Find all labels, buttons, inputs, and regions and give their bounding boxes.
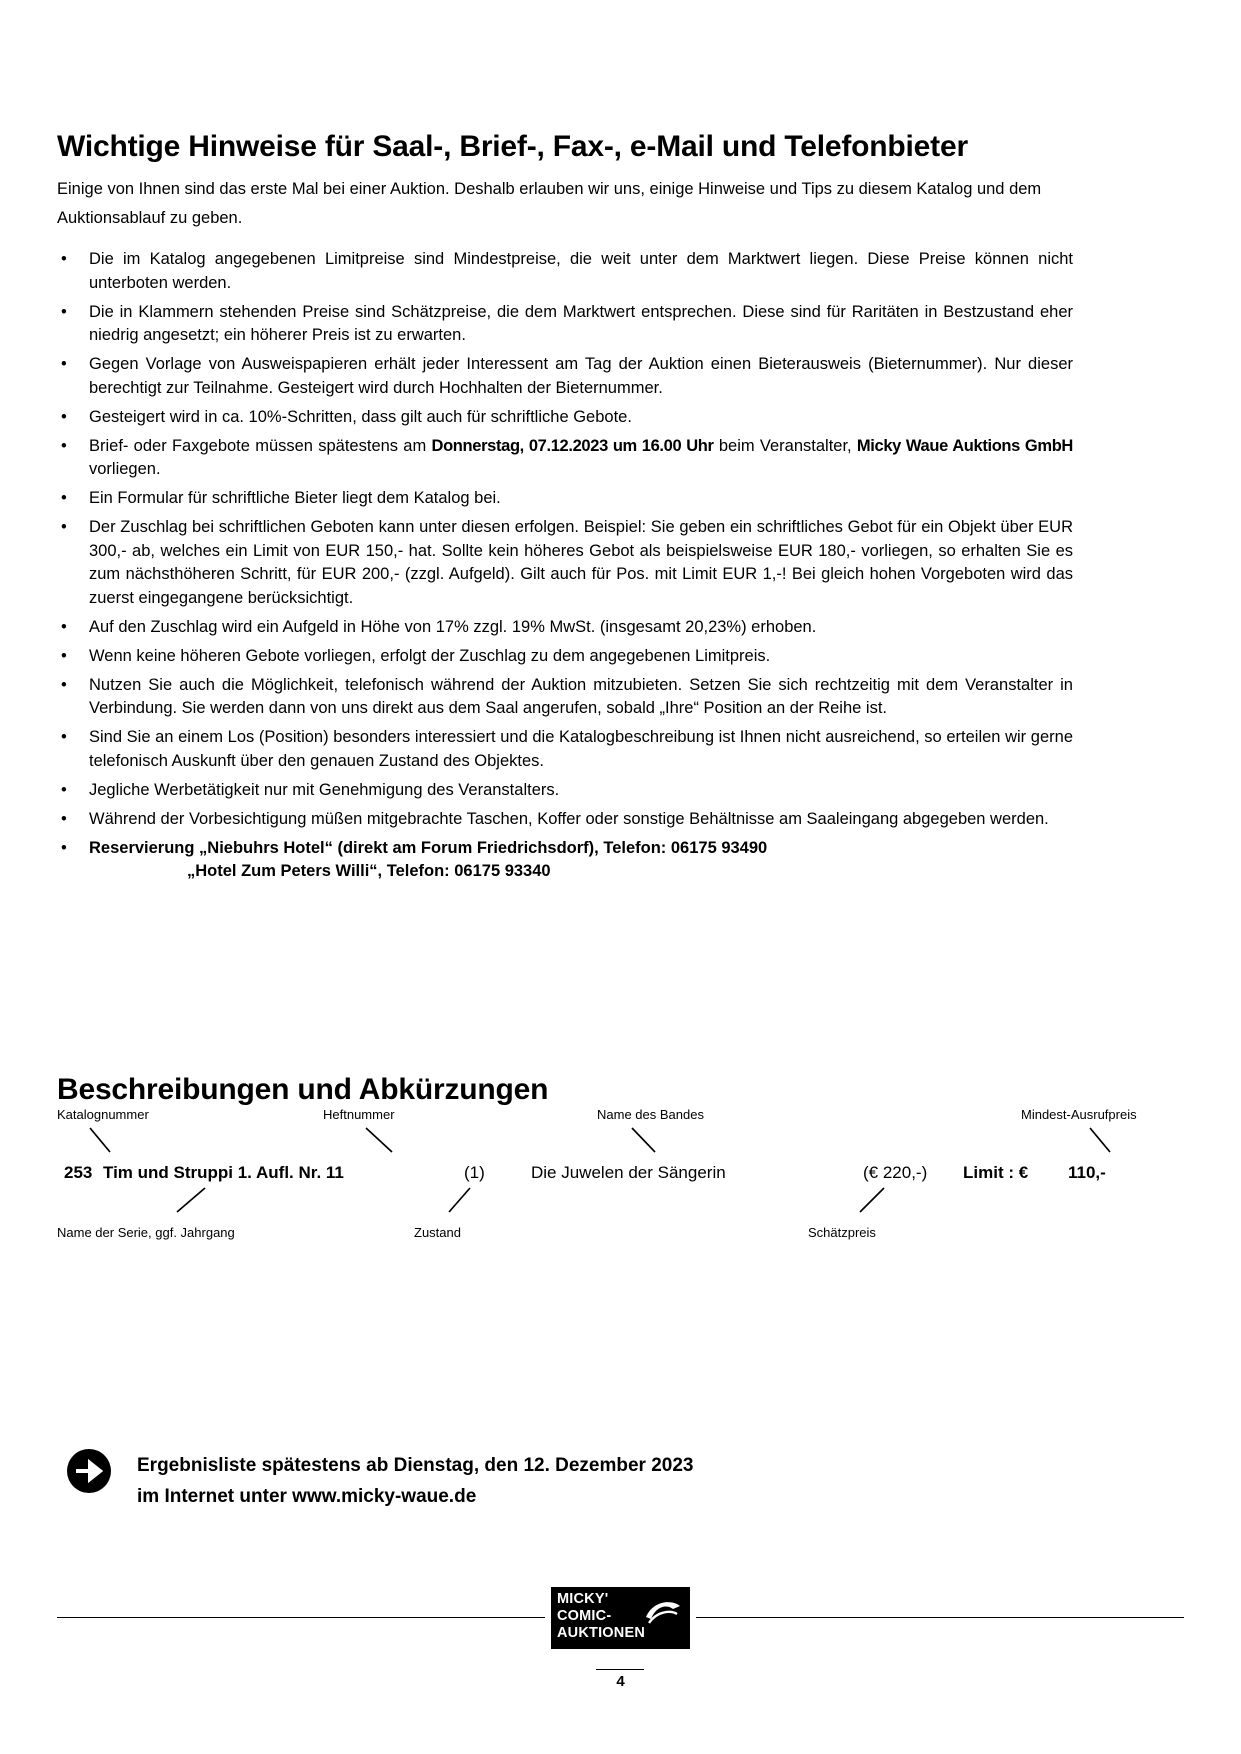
plain-text: Brief- oder Faxgebote müssen spätestens am	[89, 436, 432, 455]
comic-swoosh-icon	[643, 1597, 683, 1627]
descriptions-title: Beschreibungen und Abkürzungen	[57, 1073, 549, 1106]
label-zustand: Zustand	[414, 1225, 461, 1240]
emphasis-text: Micky Waue Auktions GmbH	[856, 436, 1074, 455]
notes-bullet-item	[57, 726, 1073, 773]
notes-bullet-text	[89, 837, 1073, 884]
notes-bullet-item	[57, 353, 1073, 400]
plain-text: beim Veranstalter,	[713, 436, 857, 455]
hotel-reservation-line1: Reservierung „Niebuhrs Hotel“ (direkt am Forum Friedrichsdorf), Telefon: 06175 93490	[89, 838, 768, 857]
notes-bullet-item	[57, 406, 1073, 430]
example-condition: (1)	[464, 1163, 485, 1182]
bullet-marker-icon: •	[61, 617, 67, 636]
notes-bullet-text: Die im Katalog angegebenen Limitpreise sind Mindestpreise, die weit unter dem Marktwert liegen. Diese Preise können nicht unterboten werden.	[89, 250, 1073, 292]
page-title: Wichtige Hinweise für Saal-, Brief-, Fax-, e-Mail und Telefonbieter	[57, 130, 968, 163]
example-limit-value: 110,-	[1068, 1163, 1106, 1182]
notes-bullet-item	[57, 616, 1073, 640]
hotel-reservation-line2: „Hotel Zum Peters Willi“, Telefon: 06175 93340	[187, 862, 551, 880]
notes-bullet-text: Nutzen Sie auch die Möglichkeit, telefonisch während der Auktion mitzubieten. Setzen Sie sich rechtzeitig mit dem Veranstalter in Verbindung. Sie werden dann von uns direkt aus dem Saal angerufen, sobald „Ihre“ Position an der Reihe ist.	[89, 675, 1073, 717]
page-number-rule	[596, 1669, 644, 1670]
result-notice-line2: im Internet unter www.micky-waue.de	[137, 1486, 477, 1507]
emphasis-text: Donnerstag, 07.12.2023 um 16.00 Uhr	[431, 436, 714, 455]
logo-line-3: AUKTIONEN	[557, 1625, 645, 1641]
notes-bullet-text: Jegliche Werbetätigkeit nur mit Genehmigung des Veranstalters.	[89, 780, 560, 799]
notes-bullet-text: Die in Klammern stehenden Preise sind Schätzpreise, die dem Marktwert entsprechen. Diese sind für Raritäten in Bestzustand eher niedrig angesetzt; ein höherer Preis ist zu erwarten.	[89, 302, 1073, 344]
page-number: 4	[616, 1673, 625, 1690]
bullet-marker-icon: •	[61, 302, 67, 321]
bullet-marker-icon: •	[61, 809, 67, 828]
example-series-title: Tim und Struppi 1. Aufl. Nr. 11	[103, 1163, 344, 1182]
example-estimate: (€ 220,-)	[863, 1163, 928, 1182]
notes-bullet-text: Gegen Vorlage von Ausweispapieren erhält jeder Interessent am Tag der Auktion einen Bieterausweis (Bieternummer). Nur dieser berechtigt zur Teilnahme. Gesteigert wird durch Hochhalten der Bieternummer.	[89, 355, 1073, 397]
plain-text: vorliegen.	[89, 460, 161, 478]
bullet-marker-icon: •	[61, 489, 67, 507]
result-notice	[137, 1450, 694, 1512]
notes-bullet-item	[57, 435, 1073, 482]
notes-bullet-text: Sind Sie an einem Los (Position) besonders interessiert und die Katalogbeschreibung ist Ihnen nicht ausreichend, so erteilen wir gerne telefonisch Auskunft über den genauen Zustand des Objektes.	[89, 728, 1073, 770]
bullet-marker-icon: •	[61, 728, 67, 746]
bullet-marker-icon: •	[61, 675, 67, 694]
label-katalognummer: Katalognummer	[57, 1107, 149, 1122]
result-notice-line1: Ergebnisliste spätestens ab Dienstag, den 12. Dezember 2023	[137, 1455, 694, 1476]
bullet-marker-icon: •	[61, 838, 67, 857]
notes-bullet-item	[57, 248, 1073, 295]
intro-paragraph: Einige von Ihnen sind das erste Mal bei einer Auktion. Deshalb erlauben wir uns, einige Hinweise und Tips zu diesem Katalog und dem Auktionsablauf zu geben.	[57, 180, 1042, 227]
footer-rule-right	[696, 1617, 1184, 1618]
label-schaetzpreis: Schätzpreis	[808, 1225, 876, 1240]
bullet-marker-icon: •	[61, 355, 67, 373]
notes-bullet-item	[57, 808, 1073, 832]
label-heftnummer: Heftnummer	[323, 1107, 395, 1122]
notes-bullet-text: Während der Vorbesichtigung müßen mitgebrachte Taschen, Koffer oder sonstige Behältnisse am Saaleingang abgegeben werden.	[89, 809, 1049, 828]
label-name-des-bandes: Name des Bandes	[597, 1107, 704, 1122]
bullet-marker-icon: •	[61, 250, 67, 268]
bullet-marker-icon: •	[61, 780, 67, 799]
label-name-der-serie: Name der Serie, ggf. Jahrgang	[57, 1225, 235, 1240]
notes-bullet-text: Wenn keine höheren Gebote vorliegen, erfolgt der Zuschlag zu dem angegebenen Limitpreis.	[89, 646, 771, 665]
logo-line-1: MICKY'	[557, 1591, 609, 1607]
notes-bullet-item	[57, 301, 1073, 348]
notes-bullet-item	[57, 487, 1073, 511]
notes-bullet-list	[57, 248, 1073, 889]
example-volume-name: Die Juwelen der Sängerin	[531, 1163, 726, 1182]
notes-bullet-text: Der Zuschlag bei schriftlichen Geboten kann unter diesen erfolgen. Beispiel: Sie geben ein schriftliches Gebot für ein Objekt über EUR 300,- ab, welches ein Limit von EUR 150,- hat. Sollte kein höheres Gebot als beispielsweise EUR 180,- vorliegen, so erhalten Sie es zum nächsthöheren Schritt, für EUR 200,- (zzgl. Aufgeld). Gilt auch für Pos. mit Limit EUR 1,-! Bei gleich hohen Vorgeboten wird das zuerst eingegangene berücksichtigt.	[89, 518, 1073, 607]
bullet-marker-icon: •	[61, 518, 67, 536]
notes-bullet-item	[57, 645, 1073, 669]
notes-bullet-item	[57, 837, 1073, 884]
bullet-marker-icon: •	[61, 646, 67, 665]
bullet-marker-icon: •	[61, 407, 67, 426]
notes-bullet-text: Ein Formular für schriftliche Bieter liegt dem Katalog bei.	[89, 489, 501, 507]
micky-comic-auktionen-logo	[551, 1587, 690, 1649]
example-limit-label: Limit : €	[963, 1163, 1029, 1182]
arrow-right-circle-icon	[66, 1448, 112, 1494]
notes-bullet-text	[89, 435, 1073, 482]
label-mindest-ausrufpreis: Mindest-Ausrufpreis	[1021, 1107, 1137, 1122]
example-catalog-number: 253	[64, 1163, 93, 1182]
footer-rule-left	[57, 1617, 545, 1618]
bullet-marker-icon: •	[61, 436, 67, 455]
notes-bullet-item	[57, 779, 1073, 803]
notes-bullet-text: Gesteigert wird in ca. 10%-Schritten, dass gilt auch für schriftliche Gebote.	[89, 407, 632, 426]
notes-bullet-item	[57, 516, 1073, 610]
notes-bullet-text: Auf den Zuschlag wird ein Aufgeld in Höhe von 17% zzgl. 19% MwSt. (insgesamt 20,23%) erhoben.	[89, 617, 817, 636]
notes-bullet-item	[57, 674, 1073, 721]
logo-line-2: COMIC-	[557, 1608, 612, 1624]
